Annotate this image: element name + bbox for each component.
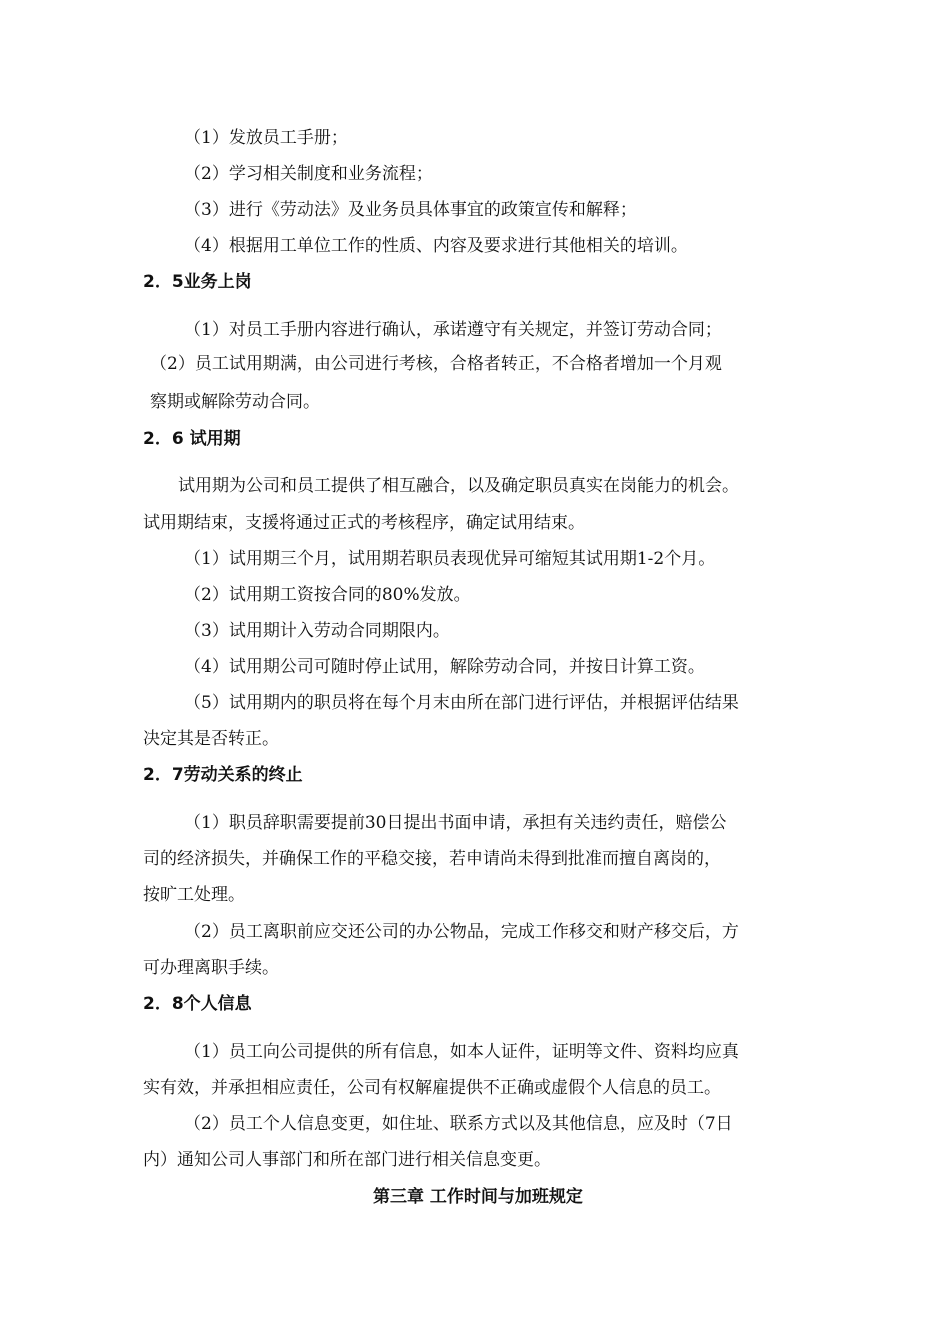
section-heading-2-7: 2．7劳动关系的终止 xyxy=(143,765,303,785)
list-item-continuation: 可办理离职手续。 xyxy=(143,958,279,978)
list-item-continuation: 内）通知公司人事部门和所在部门进行相关信息变更。 xyxy=(143,1150,551,1170)
list-item: （5）试用期内的职员将在每个月末由所在部门进行评估，并根据评估结果 xyxy=(184,693,739,713)
list-item: （2）员工试用期满，由公司进行考核，合格者转正，不合格者增加一个月观 xyxy=(150,354,722,374)
list-item: （2）学习相关制度和业务流程； xyxy=(184,164,433,184)
paragraph-line: 试用期结束，支援将通过正式的考核程序，确定试用结束。 xyxy=(143,513,585,533)
list-item: （1）职员辞职需要提前30日提出书面申请，承担有关违约责任，赔偿公 xyxy=(184,813,727,833)
list-item: （4）试用期公司可随时停止试用，解除劳动合同，并按日计算工资。 xyxy=(184,657,705,677)
list-item-continuation: 察期或解除劳动合同。 xyxy=(150,392,320,412)
list-item-continuation: 司的经济损失，并确保工作的平稳交接，若申请尚未得到批准而擅自离岗的， xyxy=(143,849,721,869)
section-heading-2-6: 2．6 试用期 xyxy=(143,429,241,449)
list-item: （3）试用期计入劳动合同期限内。 xyxy=(184,621,450,641)
list-item: （2）员工个人信息变更，如住址、联系方式以及其他信息，应及时（7日 xyxy=(184,1114,733,1134)
list-item-continuation: 决定其是否转正。 xyxy=(143,729,279,749)
list-item-continuation: 按旷工处理。 xyxy=(143,885,245,905)
list-item: （1）对员工手册内容进行确认，承诺遵守有关规定，并签订劳动合同； xyxy=(184,320,722,340)
list-item: （1）试用期三个月，试用期若职员表现优异可缩短其试用期1-2个月。 xyxy=(184,549,716,569)
list-item-continuation: 实有效，并承担相应责任，公司有权解雇提供不正确或虚假个人信息的员工。 xyxy=(143,1078,721,1098)
list-item: （2）试用期工资按合同的80%发放。 xyxy=(184,585,471,605)
list-item: （1）员工向公司提供的所有信息，如本人证件，证明等文件、资料均应真 xyxy=(184,1042,739,1062)
list-item: （4）根据用工单位工作的性质、内容及要求进行其他相关的培训。 xyxy=(184,236,688,256)
paragraph-line: 试用期为公司和员工提供了相互融合，以及确定职员真实在岗能力的机会。 xyxy=(178,476,739,496)
section-heading-2-5: 2．5业务上岗 xyxy=(143,272,252,292)
list-item: （2）员工离职前应交还公司的办公物品，完成工作移交和财产移交后，方 xyxy=(184,922,739,942)
chapter-heading: 第三章 工作时间与加班规定 xyxy=(373,1187,583,1207)
section-heading-2-8: 2．8个人信息 xyxy=(143,994,252,1014)
list-item: （3）进行《劳动法》及业务员具体事宜的政策宣传和解释； xyxy=(184,200,637,220)
list-item: （1）发放员工手册； xyxy=(184,128,348,148)
